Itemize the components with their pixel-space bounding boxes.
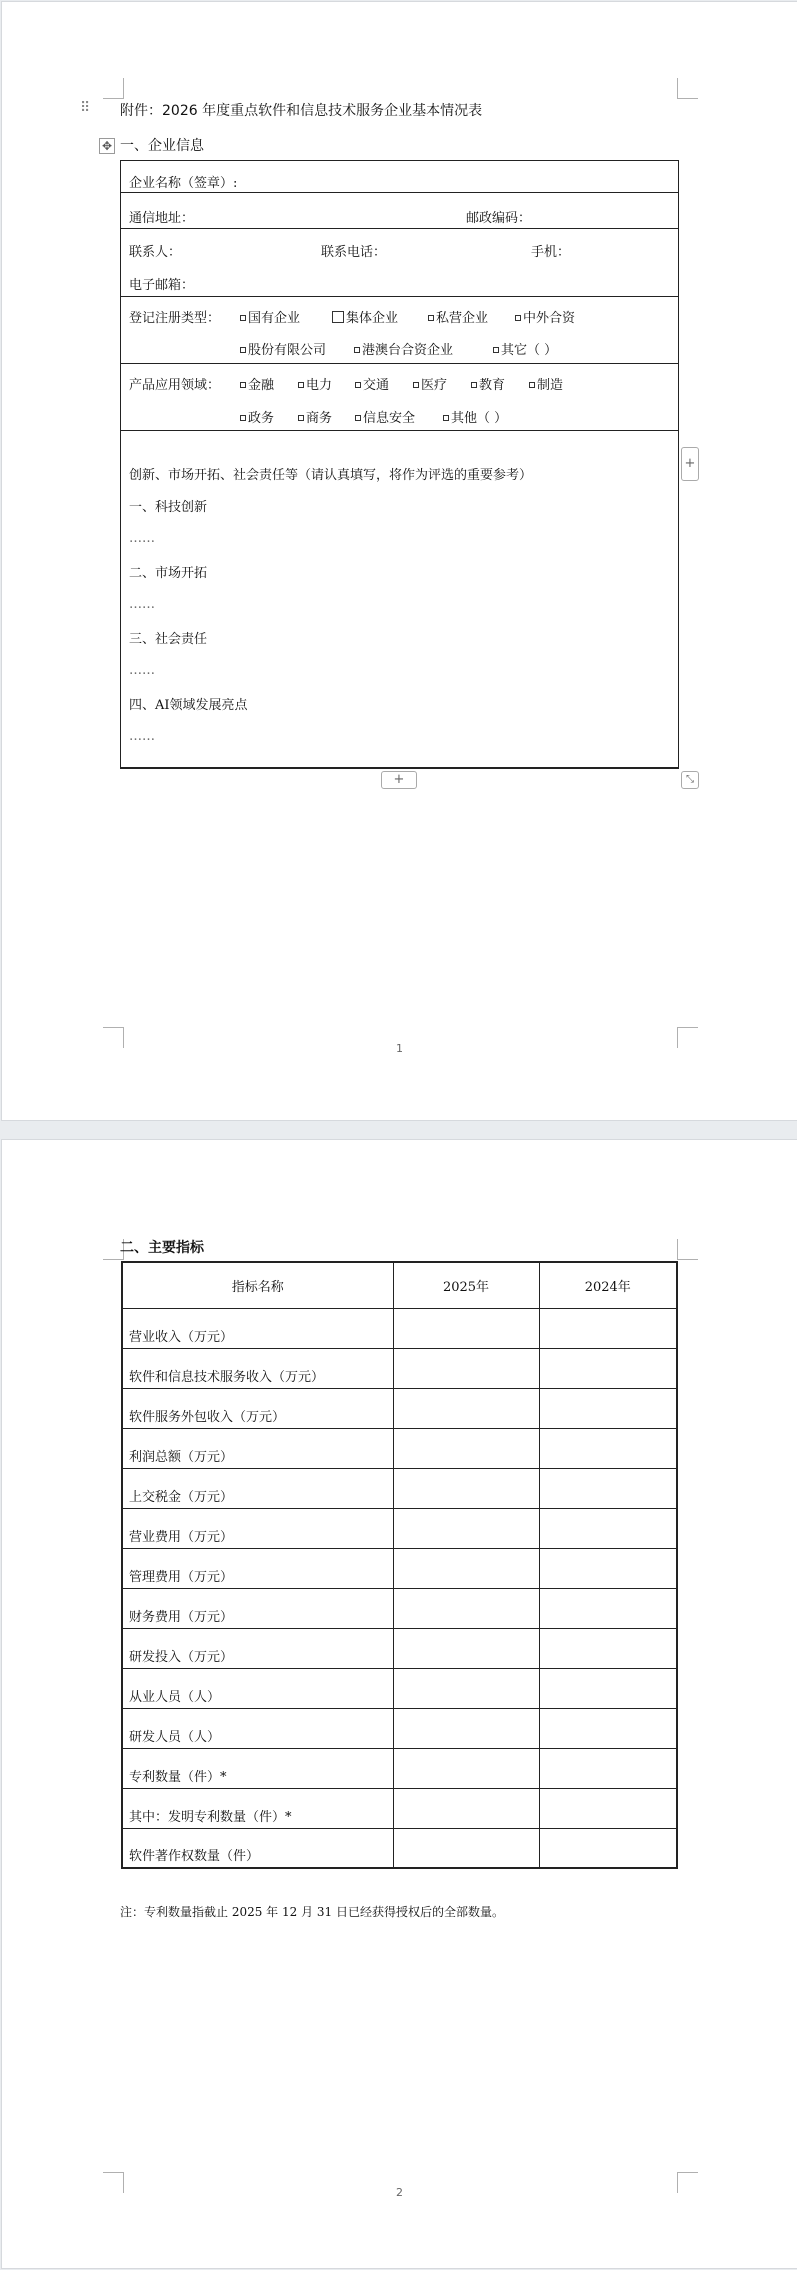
header-year-2025: 2025年 — [393, 1262, 539, 1308]
checkbox-icon[interactable] — [413, 382, 419, 388]
indicator-name-cell: 软件和信息技术服务收入（万元） — [122, 1348, 393, 1388]
section-heading-company-info: 一、企业信息 — [120, 138, 204, 154]
header-year-2024: 2024年 — [539, 1262, 677, 1308]
indicator-name-cell: 从业人员（人） — [122, 1668, 393, 1708]
postcode-field[interactable]: 邮政编码： — [466, 211, 532, 226]
email-field[interactable]: 电子邮箱： — [129, 278, 195, 293]
indicator-name-cell: 营业费用（万元） — [122, 1508, 393, 1548]
value-2024-cell[interactable] — [539, 1428, 677, 1468]
indicator-name-cell: 财务费用（万元） — [122, 1588, 393, 1628]
narrative-heading-ai-highlights[interactable]: 四、AI领域发展亮点 — [129, 698, 248, 713]
registration-type-label: 登记注册类型： — [129, 311, 221, 326]
app-option-manufacturing[interactable] — [529, 374, 563, 393]
table-row — [122, 1548, 677, 1588]
option-label: 私营企业 — [436, 311, 489, 326]
option-label: 教育 — [479, 378, 506, 393]
margin-corner-top-right — [677, 1239, 698, 1260]
option-label: 医疗 — [421, 378, 448, 393]
indicator-name-cell: 上交税金（万元） — [122, 1468, 393, 1508]
app-option-government[interactable] — [240, 407, 274, 426]
value-2024-cell[interactable] — [539, 1308, 677, 1348]
table-row — [122, 1348, 677, 1388]
indicator-name-cell: 研发投入（万元） — [122, 1628, 393, 1668]
reg-option-private[interactable] — [428, 307, 488, 326]
margin-corner-top-right — [677, 78, 698, 99]
reg-option-joint-stock[interactable] — [240, 339, 326, 358]
table-row-divider — [121, 363, 678, 364]
narrative-heading-market-expansion[interactable]: 二、市场开拓 — [129, 566, 208, 581]
table-row-divider — [121, 430, 678, 431]
narrative-placeholder[interactable]: …… — [129, 663, 155, 678]
option-label: 国有企业 — [248, 311, 301, 326]
value-2024-cell[interactable] — [539, 1708, 677, 1748]
indicator-name-cell: 软件著作权数量（件） — [122, 1828, 393, 1868]
company-info-table — [120, 160, 679, 769]
app-option-other[interactable] — [443, 407, 507, 426]
checkbox-icon[interactable] — [298, 415, 304, 421]
reg-option-sino-foreign[interactable] — [515, 307, 575, 326]
narrative-heading-social-responsibility[interactable]: 三、社会责任 — [129, 632, 208, 647]
contact-field[interactable]: 联系人： — [129, 245, 182, 260]
margin-corner-top-left — [103, 78, 124, 99]
option-label: 其它（ ） — [501, 343, 558, 358]
value-2025-cell[interactable] — [393, 1668, 539, 1708]
value-2025-cell[interactable] — [393, 1428, 539, 1468]
checkbox-icon[interactable] — [471, 382, 477, 388]
narrative-placeholder[interactable]: …… — [129, 729, 155, 744]
app-option-transport[interactable] — [355, 374, 389, 393]
checkbox-icon[interactable] — [240, 347, 246, 353]
checkbox-icon[interactable] — [428, 315, 434, 321]
table-row — [122, 1788, 677, 1828]
option-label: 其他（ ） — [451, 411, 508, 426]
indicator-name-cell: 营业收入（万元） — [122, 1308, 393, 1348]
value-2024-cell[interactable] — [539, 1628, 677, 1668]
checkbox-icon[interactable] — [529, 382, 535, 388]
table-row — [122, 1468, 677, 1508]
page-number: 1 — [396, 1042, 403, 1055]
table-row-divider — [121, 296, 678, 297]
value-2025-cell[interactable] — [393, 1708, 539, 1748]
checkbox-icon[interactable] — [240, 382, 246, 388]
value-2024-cell[interactable] — [539, 1548, 677, 1588]
value-2024-cell[interactable] — [539, 1828, 677, 1868]
checkbox-icon[interactable] — [355, 382, 361, 388]
table-row — [122, 1828, 677, 1868]
table-row — [122, 1308, 677, 1348]
indicator-name-cell: 利润总额（万元） — [122, 1428, 393, 1468]
value-2025-cell[interactable] — [393, 1388, 539, 1428]
table-header-row — [122, 1262, 677, 1308]
company-name-field[interactable]: 企业名称（签章）: — [129, 176, 238, 191]
table-row — [122, 1388, 677, 1428]
main-indicators-table — [121, 1261, 678, 1869]
header-indicator-name: 指标名称 — [122, 1262, 393, 1308]
app-option-finance[interactable] — [240, 374, 274, 393]
add-row-button[interactable]: + — [381, 771, 417, 789]
value-2024-cell[interactable] — [539, 1468, 677, 1508]
checkbox-icon[interactable] — [332, 311, 344, 323]
value-2025-cell[interactable] — [393, 1828, 539, 1868]
narrative-placeholder[interactable]: …… — [129, 597, 155, 612]
checkbox-icon[interactable] — [354, 347, 360, 353]
app-option-power[interactable] — [298, 374, 332, 393]
section-heading-main-indicators: 二、主要指标 — [120, 1240, 204, 1256]
option-label: 商务 — [306, 411, 333, 426]
app-option-info-security[interactable] — [355, 407, 415, 426]
option-label: 金融 — [248, 378, 275, 393]
table-row-divider — [121, 228, 678, 229]
value-2025-cell[interactable] — [393, 1468, 539, 1508]
reg-option-hk-macao-taiwan[interactable] — [354, 339, 453, 358]
table-row — [122, 1588, 677, 1628]
option-label: 电力 — [306, 378, 333, 393]
checkbox-icon[interactable] — [240, 315, 246, 321]
indicator-name-cell: 其中：发明专利数量（件）* — [122, 1788, 393, 1828]
option-label: 港澳台合资企业 — [362, 343, 454, 358]
application-field-label: 产品应用领域： — [129, 378, 221, 393]
value-2025-cell[interactable] — [393, 1588, 539, 1628]
option-label: 交通 — [363, 378, 390, 393]
table-row — [122, 1668, 677, 1708]
value-2024-cell[interactable] — [539, 1668, 677, 1708]
checkbox-icon[interactable] — [298, 382, 304, 388]
option-label: 制造 — [537, 378, 564, 393]
reg-option-collective[interactable] — [332, 307, 398, 326]
paragraph-drag-handle-icon[interactable]: ⠿ — [80, 100, 90, 116]
table-row — [122, 1708, 677, 1748]
table-row — [122, 1748, 677, 1788]
value-2024-cell[interactable] — [539, 1388, 677, 1428]
value-2024-cell[interactable] — [539, 1748, 677, 1788]
table-row — [122, 1628, 677, 1668]
indicator-name-cell: 软件服务外包收入（万元） — [122, 1388, 393, 1428]
page-number: 2 — [396, 2186, 403, 2199]
table-move-handle-icon[interactable]: ✥ — [99, 138, 115, 154]
indicator-name-cell: 专利数量（件）* — [122, 1748, 393, 1788]
narrative-heading-tech-innovation[interactable]: 一、科技创新 — [129, 500, 208, 515]
table-row-divider — [121, 192, 678, 193]
app-option-commerce[interactable] — [298, 407, 332, 426]
option-label: 股份有限公司 — [248, 343, 327, 358]
value-2024-cell[interactable] — [539, 1588, 677, 1628]
value-2025-cell[interactable] — [393, 1788, 539, 1828]
value-2025-cell[interactable] — [393, 1748, 539, 1788]
checkbox-icon[interactable] — [443, 415, 449, 421]
checkbox-icon[interactable] — [240, 415, 246, 421]
app-option-education[interactable] — [471, 374, 505, 393]
value-2024-cell[interactable] — [539, 1788, 677, 1828]
table-row — [122, 1428, 677, 1468]
value-2024-cell[interactable] — [539, 1348, 677, 1388]
indicator-name-cell: 研发人员（人） — [122, 1708, 393, 1748]
mobile-field[interactable]: 手机： — [531, 245, 571, 260]
narrative-intro[interactable]: 创新、市场开拓、社会责任等（请认真填写，将作为评选的重要参考） — [129, 468, 533, 483]
value-2024-cell[interactable] — [539, 1508, 677, 1548]
narrative-placeholder[interactable]: …… — [129, 531, 155, 546]
option-label: 政务 — [248, 411, 275, 426]
add-column-button[interactable]: + — [681, 447, 699, 481]
app-option-medical[interactable] — [413, 374, 447, 393]
checkbox-icon[interactable] — [515, 315, 521, 321]
option-label: 信息安全 — [363, 411, 416, 426]
reg-option-other[interactable] — [493, 339, 557, 358]
footnote: 注：专利数量指截止 2025 年 12 月 31 日已经获得授权后的全部数量。 — [120, 1905, 504, 1919]
option-label: 中外合资 — [523, 311, 576, 326]
checkbox-icon[interactable] — [355, 415, 361, 421]
reg-option-state-owned[interactable] — [240, 307, 300, 326]
phone-field[interactable]: 联系电话： — [321, 245, 387, 260]
value-2025-cell[interactable] — [393, 1308, 539, 1348]
value-2025-cell[interactable] — [393, 1508, 539, 1548]
value-2025-cell[interactable] — [393, 1348, 539, 1388]
address-field[interactable]: 通信地址： — [129, 211, 195, 226]
table-row — [122, 1508, 677, 1548]
option-label: 集体企业 — [346, 311, 399, 326]
attachment-title: 附件：2026 年度重点软件和信息技术服务企业基本情况表 — [120, 103, 483, 119]
value-2025-cell[interactable] — [393, 1548, 539, 1588]
value-2025-cell[interactable] — [393, 1628, 539, 1668]
table-resize-handle-icon[interactable]: ⤡ — [681, 771, 699, 789]
indicator-name-cell: 管理费用（万元） — [122, 1548, 393, 1588]
checkbox-icon[interactable] — [493, 347, 499, 353]
